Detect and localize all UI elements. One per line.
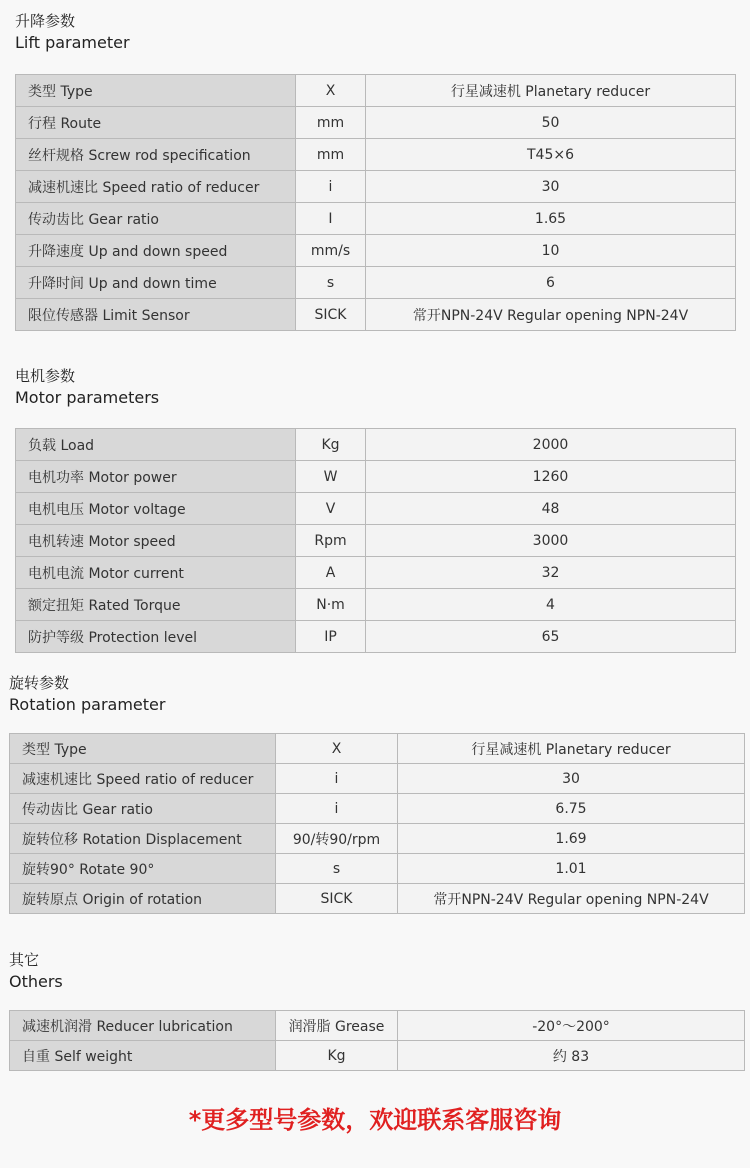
param-unit: mm	[296, 107, 366, 139]
contact-customer-service-notice: *更多型号参数，欢迎联系客服咨询	[188, 1106, 562, 1134]
param-name: 旋转90° Rotate 90°	[10, 854, 276, 884]
param-value: -20°～200°	[398, 1011, 745, 1041]
table-row	[16, 429, 736, 461]
motor-title-en: Motor parameters	[15, 388, 160, 407]
param-unit: IP	[296, 621, 366, 653]
table-row	[16, 235, 736, 267]
param-name: 电机电流 Motor current	[16, 557, 296, 589]
param-unit: SICK	[276, 884, 398, 914]
rotation-title-en: Rotation parameter	[9, 695, 166, 714]
param-value: T45×6	[366, 139, 736, 171]
param-value: 1.65	[366, 203, 736, 235]
param-name: 传动齿比 Gear ratio	[16, 203, 296, 235]
lift-section-title	[15, 10, 130, 54]
table-row	[16, 493, 736, 525]
param-value: 2000	[366, 429, 736, 461]
param-value: 1260	[366, 461, 736, 493]
motor-title-cn: 电机参数	[15, 367, 76, 385]
param-name: 电机功率 Motor power	[16, 461, 296, 493]
param-name: 旋转原点 Origin of rotation	[10, 884, 276, 914]
param-name: 防护等级 Protection level	[16, 621, 296, 653]
table-row	[10, 734, 745, 764]
param-unit: s	[296, 267, 366, 299]
table-row	[16, 75, 736, 107]
table-row	[16, 461, 736, 493]
param-value: 48	[366, 493, 736, 525]
param-value: 30	[398, 764, 745, 794]
table-row	[10, 1011, 745, 1041]
param-name: 负载 Load	[16, 429, 296, 461]
param-value: 1.69	[398, 824, 745, 854]
param-unit: Rpm	[296, 525, 366, 557]
param-name: 行程 Route	[16, 107, 296, 139]
table-row	[10, 764, 745, 794]
param-value: 1.01	[398, 854, 745, 884]
table-row	[16, 525, 736, 557]
param-unit: i	[276, 794, 398, 824]
param-unit: 90/转90/rpm	[276, 824, 398, 854]
param-unit: s	[276, 854, 398, 884]
param-unit: A	[296, 557, 366, 589]
table-row	[10, 794, 745, 824]
param-unit: V	[296, 493, 366, 525]
rotation-parameter-table	[9, 733, 745, 914]
param-name: 电机电压 Motor voltage	[16, 493, 296, 525]
table-row	[10, 884, 745, 914]
param-unit: X	[296, 75, 366, 107]
param-value: 3000	[366, 525, 736, 557]
param-name: 电机转速 Motor speed	[16, 525, 296, 557]
table-row	[16, 139, 736, 171]
param-value: 6.75	[398, 794, 745, 824]
param-name: 额定扭矩 Rated Torque	[16, 589, 296, 621]
param-value: 50	[366, 107, 736, 139]
param-value: 32	[366, 557, 736, 589]
param-name: 限位传感器 Limit Sensor	[16, 299, 296, 331]
param-value: 4	[366, 589, 736, 621]
param-unit: X	[276, 734, 398, 764]
param-unit: N·m	[296, 589, 366, 621]
param-unit: I	[296, 203, 366, 235]
param-unit: SICK	[296, 299, 366, 331]
param-name: 旋转位移 Rotation Displacement	[10, 824, 276, 854]
param-value: 约 83	[398, 1041, 745, 1071]
others-title-en: Others	[9, 972, 63, 991]
param-name: 类型 Type	[10, 734, 276, 764]
lift-parameter-table	[15, 74, 736, 331]
param-value: 65	[366, 621, 736, 653]
param-value: 6	[366, 267, 736, 299]
rotation-section-title	[9, 672, 165, 716]
lift-title-cn: 升降参数	[15, 12, 76, 30]
table-row	[16, 107, 736, 139]
table-row	[10, 1041, 745, 1071]
param-value: 常开NPN-24V Regular opening NPN-24V	[366, 299, 736, 331]
param-unit: mm	[296, 139, 366, 171]
param-unit: mm/s	[296, 235, 366, 267]
param-name: 丝杆规格 Screw rod specification	[16, 139, 296, 171]
param-name: 升降速度 Up and down speed	[16, 235, 296, 267]
table-row	[16, 589, 736, 621]
table-row	[16, 171, 736, 203]
table-row	[16, 203, 736, 235]
table-row	[16, 621, 736, 653]
param-unit: Kg	[276, 1041, 398, 1071]
table-row	[10, 824, 745, 854]
param-unit: i	[276, 764, 398, 794]
param-unit: Kg	[296, 429, 366, 461]
param-name: 减速机速比 Speed ratio of reducer	[16, 171, 296, 203]
param-value: 10	[366, 235, 736, 267]
param-name: 减速机润滑 Reducer lubrication	[10, 1011, 276, 1041]
param-name: 类型 Type	[16, 75, 296, 107]
param-value: 30	[366, 171, 736, 203]
param-value: 行星减速机 Planetary reducer	[366, 75, 736, 107]
param-unit: 润滑脂 Grease	[276, 1011, 398, 1041]
others-title-cn: 其它	[9, 951, 40, 969]
table-row	[16, 267, 736, 299]
lift-title-en: Lift parameter	[15, 33, 130, 52]
param-value: 常开NPN-24V Regular opening NPN-24V	[398, 884, 745, 914]
param-unit: i	[296, 171, 366, 203]
table-row	[16, 557, 736, 589]
param-name: 升降时间 Up and down time	[16, 267, 296, 299]
motor-parameter-table	[15, 428, 736, 653]
motor-section-title	[15, 365, 159, 409]
rotation-title-cn: 旋转参数	[9, 674, 70, 692]
param-name: 传动齿比 Gear ratio	[10, 794, 276, 824]
table-row	[16, 299, 736, 331]
param-name: 自重 Self weight	[10, 1041, 276, 1071]
others-section-title	[9, 949, 63, 993]
others-parameter-table	[9, 1010, 745, 1071]
param-unit: W	[296, 461, 366, 493]
table-row	[10, 854, 745, 884]
param-name: 减速机速比 Speed ratio of reducer	[10, 764, 276, 794]
param-value: 行星减速机 Planetary reducer	[398, 734, 745, 764]
